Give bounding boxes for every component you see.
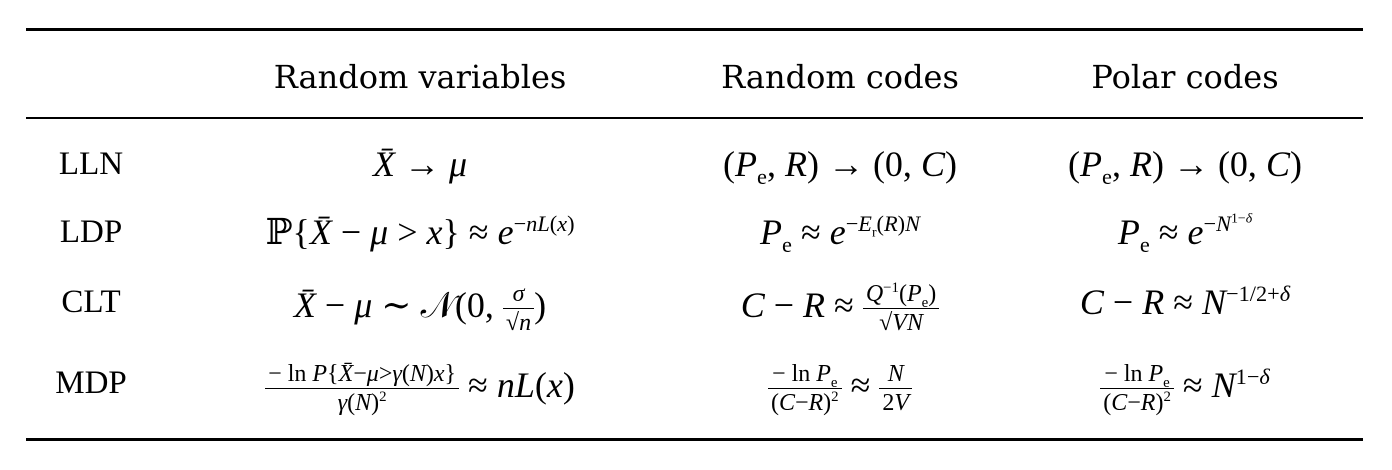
header-polar-codes: Polar codes xyxy=(1091,58,1279,96)
row-label-mdp: MDP xyxy=(55,365,127,401)
lln-random-codes: ($P_e$, R) → (0, C) xyxy=(723,144,957,190)
row-label-ldp: LDP xyxy=(59,214,123,250)
mdp-polar-codes: $\frac{- \ln P_e}{(C-R)^2}$ ≈ $N^{1-\delta}$ xyxy=(1015,360,1355,417)
clt-random-variables: X̄ − μ ∼ 𝒩(0, $\frac{\sigma}{√n}$ ) xyxy=(293,281,547,336)
table-header-rule xyxy=(26,117,1363,119)
row-label-lln: LLN xyxy=(58,146,124,182)
table-bottom-rule xyxy=(26,438,1363,441)
header-random-codes: Random codes xyxy=(721,58,959,96)
clt-random-codes: C − R ≈ $\frac{Q^{-1}(P_e)}{√VN}$ xyxy=(680,280,1000,337)
ldp-polar-codes: $P_e \approx e^{-N^{1-\delta}}$ xyxy=(1117,210,1253,258)
row-label-clt: CLT xyxy=(61,284,121,320)
table-top-rule xyxy=(26,28,1363,31)
mdp-random-variables: $\frac{\text{− ln P\{X̄−μ>γ(N)x\}}}{\gamma(N)^2}$ ≈ nL(x) xyxy=(170,360,670,417)
lln-polar-codes: ($P_e$, R) → (0, C) xyxy=(1068,144,1302,190)
lln-random-variables: X̄ → μ xyxy=(372,144,468,184)
ldp-random-codes: $P_e \approx e^{-E_r(R)N}$ xyxy=(760,211,920,258)
ldp-random-variables: ℙ{X̄ − $\mu > x\} \approx e^{-nL(x)}$ xyxy=(265,211,575,252)
clt-polar-codes: $C - R \approx N^{-1/2+\delta}$ xyxy=(1079,281,1291,322)
mdp-random-codes: $\frac{- \ln P_e}{(C-R)^2}$ ≈ $\frac{N}{2V}$ xyxy=(680,360,1000,417)
header-random-variables: Random variables xyxy=(273,58,567,96)
